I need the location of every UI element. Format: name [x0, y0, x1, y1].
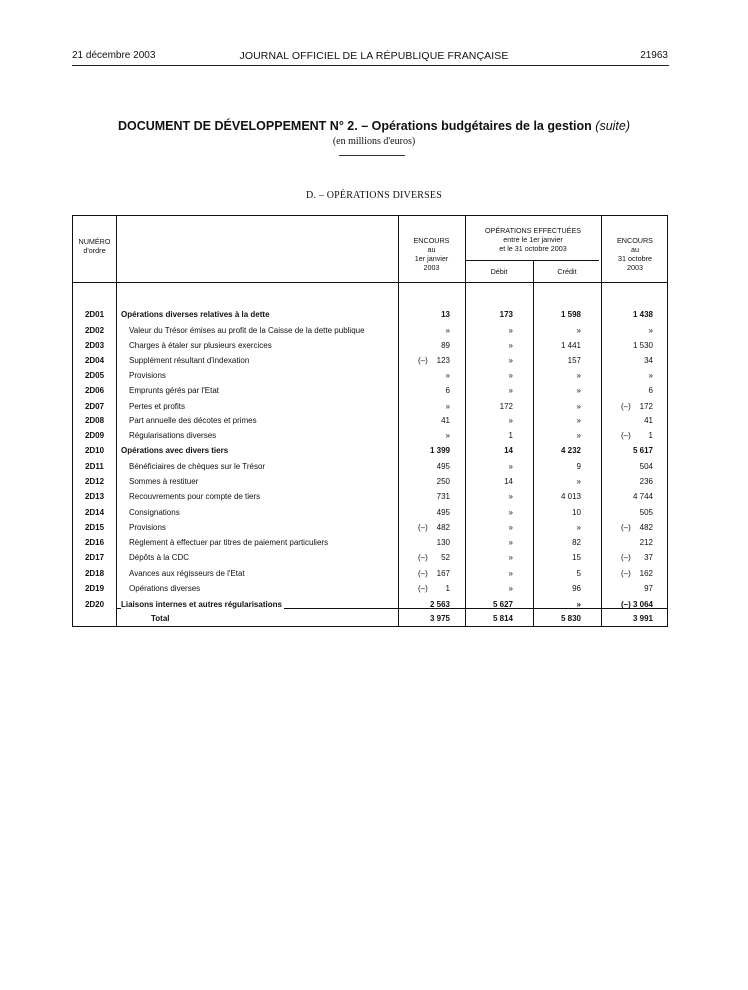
- credit-value: 1 598: [560, 310, 581, 319]
- encours-start-value: 731: [436, 492, 450, 501]
- encours-start-value: »: [445, 371, 450, 380]
- row-label-text: Dépôts à la CDC: [129, 553, 190, 562]
- row-number: 2D13: [84, 492, 105, 501]
- debit-value: »: [508, 538, 513, 547]
- encours-end-negative-marker: (–): [621, 523, 631, 532]
- encours-start-value: »: [445, 326, 450, 335]
- row-number: 2D04: [84, 356, 105, 365]
- row-label: [129, 584, 390, 593]
- header-encours-end-line: au: [631, 245, 639, 254]
- header-numero: [73, 237, 116, 255]
- row-number: 2D01: [84, 310, 105, 319]
- row-number: 2D03: [84, 341, 105, 350]
- credit-value: 10: [572, 508, 581, 517]
- row-label: [129, 356, 390, 365]
- row-number: 2D09: [84, 431, 105, 440]
- row-label: [129, 341, 390, 350]
- encours-end-value: 97: [644, 584, 653, 593]
- encours-end-negative-marker: (–): [621, 600, 631, 609]
- encours-start-negative-marker: (–): [418, 523, 428, 532]
- encours-end-value: 3 064: [632, 600, 653, 609]
- total-label: [151, 614, 390, 623]
- encours-end-negative-marker: (–): [621, 402, 631, 411]
- document-title-suite: (suite): [595, 119, 631, 133]
- encours-start-value: 495: [436, 508, 450, 517]
- debit-value: »: [508, 356, 513, 365]
- row-number: 2D08: [84, 416, 105, 425]
- row-number: 2D11: [85, 462, 104, 471]
- header-encours-start-line: 2003: [423, 263, 440, 272]
- row-number: 2D20: [84, 600, 105, 609]
- encours-end-negative-marker: (–): [621, 569, 631, 578]
- row-label: [121, 600, 390, 609]
- row-label-text: Recouvrements pour compte de tiers: [129, 492, 261, 501]
- encours-start-value: 167: [436, 569, 450, 578]
- encours-end-value: 1 530: [632, 341, 653, 350]
- debit-value: 172: [499, 402, 513, 411]
- encours-end-negative-marker: (–): [621, 553, 631, 562]
- document-title: [0, 119, 748, 133]
- total-encours-start: 3 975: [429, 614, 450, 623]
- debit-value: »: [508, 508, 513, 517]
- debit-value: »: [508, 326, 513, 335]
- row-number: 2D05: [84, 371, 105, 380]
- title-divider: [339, 155, 405, 156]
- credit-value: »: [576, 416, 581, 425]
- encours-end-value: 37: [644, 553, 653, 562]
- row-number: 2D02: [84, 326, 105, 335]
- debit-value: 14: [504, 477, 513, 486]
- header-operations-line: entre le 1er janvier: [503, 235, 563, 244]
- debit-value: »: [508, 371, 513, 380]
- header-encours-start: [398, 236, 465, 272]
- encours-end-value: 1: [648, 431, 653, 440]
- credit-value: 15: [572, 553, 581, 562]
- encours-start-value: 41: [441, 416, 450, 425]
- row-label-text: Sommes à restituer: [129, 477, 199, 486]
- credit-value: 82: [572, 538, 581, 547]
- encours-end-value: »: [648, 326, 653, 335]
- credit-value: 157: [567, 356, 581, 365]
- encours-end-value: 162: [639, 569, 653, 578]
- encours-start-value: 6: [445, 386, 450, 395]
- row-label: [129, 386, 390, 395]
- header-subdivider: [465, 260, 599, 261]
- encours-start-value: 482: [436, 523, 450, 532]
- credit-value: »: [576, 431, 581, 440]
- row-label-text: Avances aux régisseurs de l'Etat: [129, 569, 245, 578]
- row-label: [129, 523, 390, 532]
- debit-value: 5 627: [492, 600, 513, 609]
- encours-start-negative-marker: (–): [418, 553, 428, 562]
- debit-value: 173: [499, 310, 513, 319]
- credit-value: »: [576, 477, 581, 486]
- header-encours-end-line: 31 octobre: [618, 254, 652, 263]
- header-journal-title: JOURNAL OFFICIEL DE LA RÉPUBLIQUE FRANÇAISE: [239, 50, 509, 62]
- row-label: [129, 569, 390, 578]
- row-label-text: Opérations diverses: [129, 584, 201, 593]
- row-label: [129, 462, 390, 471]
- row-label: [129, 416, 390, 425]
- encours-end-value: 41: [644, 416, 653, 425]
- row-label: [129, 371, 390, 380]
- credit-value: 96: [572, 584, 581, 593]
- header-operations: [465, 226, 601, 253]
- row-label-text: Opérations avec divers tiers: [121, 446, 229, 455]
- row-number: 2D10: [84, 446, 105, 455]
- credit-value: 4 232: [560, 446, 581, 455]
- encours-end-value: 6: [648, 386, 653, 395]
- debit-value: »: [508, 462, 513, 471]
- row-number: 2D17: [84, 553, 105, 562]
- column-divider: [465, 216, 466, 626]
- debit-value: »: [508, 584, 513, 593]
- total-label-text: Total: [151, 614, 170, 623]
- encours-start-value: 2 563: [429, 600, 450, 609]
- encours-start-negative-marker: (–): [418, 356, 428, 365]
- debit-value: 14: [504, 446, 513, 455]
- total-debit: 5 814: [492, 614, 513, 623]
- header-bottom-rule: [73, 282, 667, 283]
- header-encours-start-line: au: [427, 245, 436, 254]
- row-label-text: Bénéficiaires de chèques sur le Trésor: [129, 462, 266, 471]
- encours-end-value: 4 744: [632, 492, 653, 501]
- encours-end-negative-marker: (–): [621, 431, 631, 440]
- document-unit: (en millions d'euros): [332, 136, 416, 147]
- credit-value: 4 013: [560, 492, 581, 501]
- header-encours-start-line: 1er janvier: [414, 254, 449, 263]
- row-number: 2D18: [84, 569, 105, 578]
- row-label-text: Provisions: [129, 523, 166, 532]
- header-operations-line: et le 31 octobre 2003: [499, 244, 567, 253]
- header-encours-start-line: ENCOURS: [413, 236, 450, 245]
- encours-end-value: 236: [639, 477, 653, 486]
- row-label-text: Règlement à effectuer par titres de paiement particuliers: [129, 538, 329, 547]
- encours-end-value: 34: [644, 356, 653, 365]
- encours-start-value: 123: [436, 356, 450, 365]
- header-credit: Crédit: [557, 267, 577, 276]
- encours-start-value: 1 399: [429, 446, 450, 455]
- encours-start-value: 89: [441, 341, 450, 350]
- header-page-number: 21963: [640, 50, 668, 61]
- encours-start-value: »: [445, 431, 450, 440]
- debit-value: »: [508, 553, 513, 562]
- document-title-main: DOCUMENT DE DÉVELOPPEMENT N° 2. – Opérations budgétaires de la gestion: [117, 119, 592, 133]
- debit-value: »: [508, 523, 513, 532]
- row-label-text: Part annuelle des décotes et primes: [129, 416, 257, 425]
- row-label: [121, 310, 390, 319]
- row-label-text: Pertes et profits: [129, 402, 186, 411]
- row-label: [121, 446, 390, 455]
- row-number: 2D06: [84, 386, 105, 395]
- encours-start-value: 250: [436, 477, 450, 486]
- encours-end-value: 212: [639, 538, 653, 547]
- row-label: [129, 538, 390, 547]
- header-encours-end-line: ENCOURS: [617, 236, 653, 245]
- header-numero-line: d'ordre: [83, 246, 106, 255]
- encours-start-value: 13: [441, 310, 450, 319]
- total-credit: 5 830: [560, 614, 581, 623]
- encours-end-value: 5 617: [632, 446, 653, 455]
- header-numero-line: NUMÉRO: [78, 237, 111, 246]
- total-encours-end: 3 991: [632, 614, 653, 623]
- column-divider: [398, 216, 399, 626]
- header-encours-end-line: 2003: [627, 263, 643, 272]
- row-number: 2D16: [84, 538, 105, 547]
- debit-value: 1: [508, 431, 513, 440]
- encours-start-value: 495: [436, 462, 450, 471]
- encours-start-value: 1: [445, 584, 450, 593]
- header-encours-end: [601, 236, 669, 272]
- credit-value: 5: [576, 569, 581, 578]
- row-label: [129, 477, 390, 486]
- credit-value: 9: [576, 462, 581, 471]
- row-number: 2D12: [84, 477, 105, 486]
- credit-value: »: [576, 386, 581, 395]
- row-label-text: Valeur du Trésor émises au profit de la Caisse de la dette publique: [129, 326, 365, 335]
- credit-value: »: [576, 600, 581, 609]
- row-label: [129, 508, 390, 517]
- row-label-text: Consignations: [129, 508, 180, 517]
- row-label: [129, 326, 390, 335]
- encours-end-value: 482: [639, 523, 653, 532]
- row-label: [129, 492, 390, 501]
- debit-value: »: [508, 569, 513, 578]
- row-label-text: Supplément résultant d'indexation: [129, 356, 250, 365]
- row-label-text: Emprunts gérés par l'Etat: [129, 386, 220, 395]
- debit-value: »: [508, 341, 513, 350]
- header-rule: [72, 65, 669, 66]
- column-divider: [116, 216, 117, 626]
- encours-end-value: »: [648, 371, 653, 380]
- encours-start-value: »: [445, 402, 450, 411]
- row-label-text: Liaisons internes et autres régularisations: [121, 600, 282, 609]
- encours-start-value: 130: [436, 538, 450, 547]
- encours-start-negative-marker: (–): [418, 584, 428, 593]
- row-number: 2D15: [84, 523, 105, 532]
- row-number: 2D07: [84, 402, 105, 411]
- encours-end-value: 1 438: [632, 310, 653, 319]
- row-number: 2D14: [84, 508, 105, 517]
- row-label: [129, 431, 390, 440]
- header-date: 21 décembre 2003: [72, 50, 156, 61]
- debit-value: »: [508, 386, 513, 395]
- encours-end-value: 505: [639, 508, 653, 517]
- credit-value: 1 441: [560, 341, 581, 350]
- section-title: D. – OPÉRATIONS DIVERSES: [306, 190, 442, 201]
- header-operations-line: OPÉRATIONS EFFECTUÉES: [484, 226, 582, 235]
- row-label-text: Provisions: [129, 371, 166, 380]
- row-number: 2D19: [84, 584, 105, 593]
- row-label-text: Charges à étaler sur plusieurs exercices: [129, 341, 272, 350]
- encours-end-value: 172: [639, 402, 653, 411]
- header-debit: Débit: [490, 267, 508, 276]
- operations-table: [72, 215, 668, 627]
- row-label: [129, 402, 390, 411]
- column-divider: [601, 216, 602, 626]
- encours-end-value: 504: [639, 462, 653, 471]
- row-label-text: Opérations diverses relatives à la dette: [121, 310, 270, 319]
- debit-value: »: [508, 416, 513, 425]
- debit-value: »: [508, 492, 513, 501]
- row-label: [129, 553, 390, 562]
- credit-value: »: [576, 371, 581, 380]
- credit-value: »: [576, 326, 581, 335]
- credit-value: »: [576, 402, 581, 411]
- encours-start-value: 52: [441, 553, 450, 562]
- encours-start-negative-marker: (–): [418, 569, 428, 578]
- credit-value: »: [576, 523, 581, 532]
- row-label-text: Régularisations diverses: [129, 431, 217, 440]
- column-divider: [533, 260, 534, 626]
